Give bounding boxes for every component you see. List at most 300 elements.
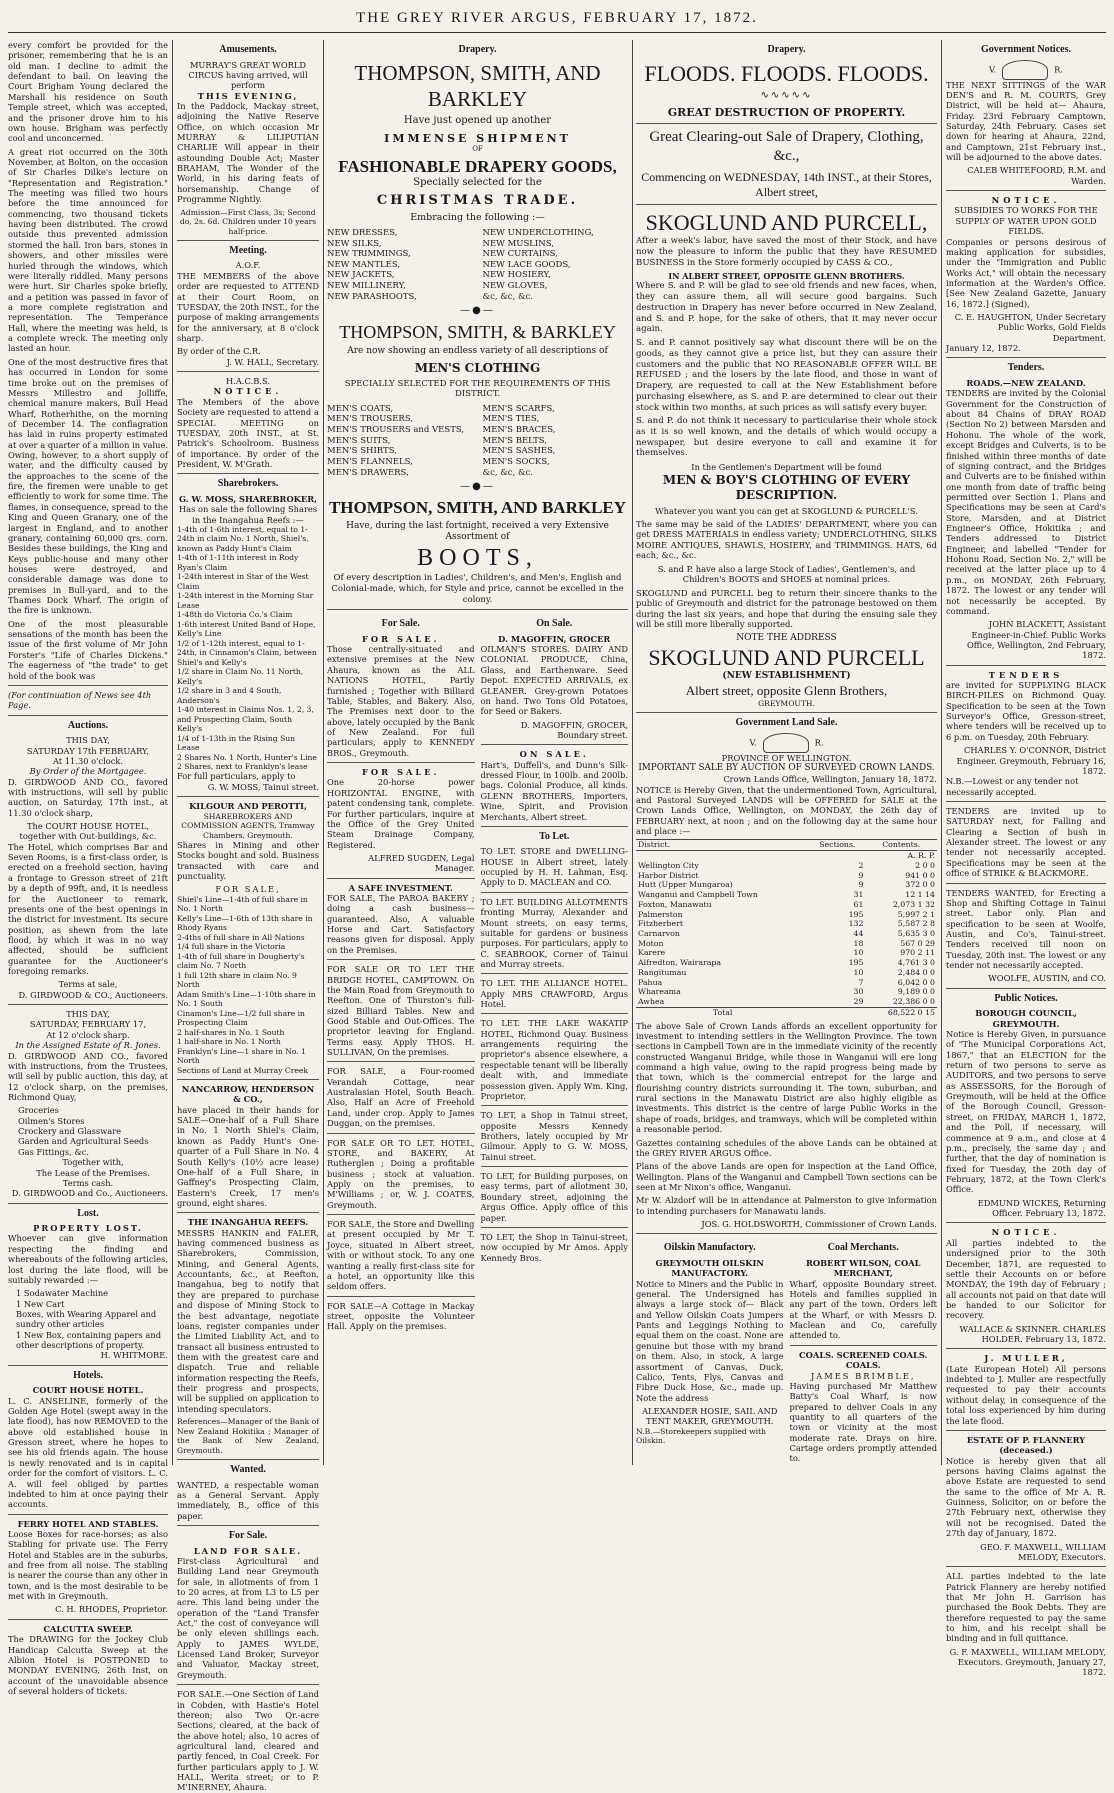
auction-date: SATURDAY 17th FEBRUARY, <box>26 745 150 756</box>
war-body: THE NEXT SITTINGS of the WAR DEN'S and R. M. COURTS, Grey District, will be held at— Ahaura, Friday. 23rd February Camptown, Saturday, 24th February. Cases set down for hearing at Ahaura, 22nd, and Camptown, 21st February inst., will be adjourned to the above dates. <box>946 79 1106 163</box>
tsb-title: THOMPSON, SMITH, AND BARKLEY <box>328 497 627 517</box>
table-total-row <box>636 1007 937 1017</box>
royal-crest-icon <box>763 733 809 753</box>
kp-items <box>177 895 319 1075</box>
gls-province: PROVINCE OF WELLINGTON. <box>721 752 852 763</box>
estate-body: ALL parties indebted to the late Patrick Flannery are hereby notified that Mr John H. Garrison has purchased the Book Debts. They are therefore requested to pay the same to him, and his receipt shall be binding and in full quittance. <box>946 1571 1106 1644</box>
list-item: 1-4th of 1-6th interest, equal to 1-24th in claim No. 1 North, Shiel's, known as Paddy Hunt's Claim <box>177 524 309 553</box>
table-row <box>636 948 937 958</box>
list-item: Kelly's Line—1-6th of 13th share in Rhody Ryans <box>177 913 313 933</box>
list-item: NEW HOSIERY, <box>482 270 551 281</box>
sweep-title: CALCUTTA SWEEP. <box>43 1623 133 1634</box>
auction-time: At 12 o'clock sharp. <box>46 1029 130 1040</box>
notice-title: NOTICE. <box>991 195 1061 206</box>
auction-terms: Terms at sale, <box>58 979 118 990</box>
district-cell: Harbor District <box>638 870 699 880</box>
auction-signature: D. GIRDWOOD & CO., Auctioneers. <box>18 989 168 1000</box>
column-divider <box>323 40 324 1465</box>
district-cell: Pahua <box>638 977 663 987</box>
table-row <box>636 929 937 939</box>
district-cell: Karere <box>638 948 666 958</box>
contents-cell: 5,587 2 8 <box>897 919 935 929</box>
aof-body: THE MEMBERS of the above order are requested to ATTEND at their Court Room, on TUESDAY, the 20th INST., for the purpose of making arrangements for the anniversary, at 8 o'clock sharp. <box>177 270 319 343</box>
tenders-body: TENDERS are invited up to SATURDAY next, for Falling and Clearing a Section of bush in Alexander street. The lowest or any tender not necessarily accepted. Specifications may be seen at the office of STRIKE & BLACKMORE. <box>946 806 1106 879</box>
flourish-ornament: —●— <box>460 481 495 493</box>
notice-signature: WALLACE & SKINNER. CHARLES HOLDER. February 13, 1872. <box>959 1323 1106 1345</box>
ad-body: TO LET. BUILDING ALLOTMENTS fronting Murray, Alexander and Mount streets, on easy terms, suitable for gardens or business purposes. For particulars, apply to C. SEABROOK, Corner of Tainui and Murray streets. <box>480 896 628 969</box>
ad-body: TO LET, the Shop in Tainui-street, now occupied by Mr Amos. Apply Kennedy Bros. <box>480 1231 628 1263</box>
gls-body: Plans of the above Lands are open for inspection at the Land Office, Wellington. Plans of the Wanganui and Campbell Town sections can be seen at Mr Nixon's office, Wanganui. <box>636 1161 937 1192</box>
list-item: 1/4 full share in the Victoria <box>177 942 286 952</box>
table-header-row <box>636 840 937 851</box>
notice-body: All parties indebted to the undersigned prior to the 30th December, 1871, are requested to settle their Accounts on or before MONDAY, the 19th day of February ; all accounts not paid on that date will be handed to our Solicitor for recovery. <box>946 1237 1106 1321</box>
land-title: LAND FOR SALE. <box>193 1545 303 1556</box>
auction-order: By Order of the Mortgagee. <box>29 766 147 777</box>
column-header: Contents. <box>865 840 937 851</box>
tsb-line: Have just opened up another <box>403 115 552 126</box>
oilskin-title: GREYMOUTH OILSKIN MANUFACTORY. <box>655 1257 764 1279</box>
tsb-line: Have, during the last fortnight, received a very Extensive Assortment of <box>346 520 609 543</box>
list-item: 2-4ths of full share in All Nations <box>177 932 305 942</box>
list-item: NEW MANTLES, <box>327 259 401 270</box>
coal-title: ROBERT WILSON, COAL MERCHANT, <box>806 1257 921 1279</box>
reefs-references: References—Manager of the Bank of New Zealand Hokitika ; Manager of the Bank of New Zealand, Greymouth. <box>177 1417 319 1455</box>
ad-body: TO LET, for Building purposes, on easy terms, part of allotment 30, Boundary street, adjoining the Argus Office. Apply office of this paper. <box>480 1171 628 1223</box>
floods-headline: FLOODS. FLOODS. FLOODS. <box>644 60 929 86</box>
list-item: MEN'S TROUSERS, <box>327 414 414 425</box>
auction-day: THIS DAY, <box>66 1009 110 1020</box>
sp-body: The same may be said of the LADIES' DEPARTMENT, where you can get DRESS MATERIALS in endless variety; UNDERCLOTHING, SILKS MOIRE ANTIQUES, SHAWLS, HOSIERY, and TRIMMINGS. HATS, 6d each, &c., &c. <box>636 518 937 561</box>
section-heading-meeting: Meeting. <box>229 244 267 256</box>
sweep-body: The DRAWING for the Jockey Club Handicap Calcutta Sweep at the Albion Hotel is POSTPONED to MONDAY EVENING, 26th Inst, on account of the unavoidable absence of several holders of tickets. <box>8 1634 168 1696</box>
list-item: NEW LACE GOODS, <box>482 259 571 270</box>
section-heading-for-sale: For Sale. <box>228 1530 268 1542</box>
column-header: District. <box>636 840 809 851</box>
district-cell: Awhea <box>638 997 665 1007</box>
tsb-mens-list <box>327 404 628 478</box>
ad-body: FOR SALE OR TO LET THE BRIDGE HOTEL, CAMPTOWN. On the Main Road from Greymouth to Reefton. One of Thurston's full-sized Billiard Tables. New and Good Stable and Out-Offices. The proprietor leaving for England. Terms easy. Apply THOS. H. SULLIVAN, On the premises. <box>327 964 475 1058</box>
contents-cell: 2,073 1 32 <box>892 899 935 909</box>
circus-body: MURRAY'S GREAT WORLD CIRCUS having arrived, will perform <box>188 59 308 91</box>
sections-cell: 195 <box>848 958 864 968</box>
section-heading-oilskin: Oilskin Manufactory. <box>663 1242 756 1254</box>
muller-title: J. MULLER, <box>984 1353 1068 1364</box>
classifieds-grid <box>636 1238 937 1466</box>
list-item: 1-4th of 1-11th interest in Rody Ryan's Claim <box>177 553 299 572</box>
list-item: 1-6th interest United Band of Hope, Kelly's Line <box>177 619 316 639</box>
auction-time: At 11.30 o'clock. <box>52 755 124 766</box>
sections-cell: 44 <box>853 928 864 938</box>
kp-body: Shares in Mining and other Stocks bought and sold. Business transacted with care and punctuality. <box>177 840 319 882</box>
list-item: MEN'S DRAWERS, <box>327 467 409 478</box>
list-item: MEN'S BRACES, <box>482 425 556 435</box>
sections-cell: 7 <box>858 977 864 987</box>
land2-body: FOR SALE.—One Section of Land in Cobden, with Hastie's Hotel thereon; also Two Qr.-acre Sections, cleared, at the back of the above hotel; also, 10 acres of agricultural land, cleared and partly fenced, in Coal Creek. For further particulars apply to J. W. HALL, Werita street; or to P. M'INERNEY, Ahaura. <box>177 1689 319 1793</box>
sp-address: IN ALBERT STREET, OPPOSITE GLENN BROTHERS. <box>668 271 905 282</box>
tenders-signature: CHARLES Y. O'CONNOR, District Engineer. Greymouth, February 16, 1872. <box>956 745 1106 776</box>
list-item: 1/2 of 1-12th interest, equal to 1-24th, in Cinnamon's Claim, between Shiel's and Kelly's <box>177 638 317 667</box>
contents-cell: 6,042 0 0 <box>897 977 935 987</box>
list-item: 2 Shares, next to Franklyn's lease <box>177 762 308 771</box>
list-item: &c, &c, &c. <box>482 467 533 478</box>
list-item: MEN'S TROUSERS and VESTS, <box>327 425 465 435</box>
clearing-headline: Great Clearing-out Sale of Drapery, Clothing, &c., <box>649 129 924 164</box>
list-item: Cinamon's Line—1/2 full share in Prospecting Claim <box>177 1008 305 1028</box>
tenders-body: TENDERS WANTED, for Erecting a Shop and Shifting Cottage in Tainui street. Labor only. Plan and specification to be seen at Woolfe, Austin, and Co's, Tainui-street. Tenders received till noon on Tuesday, 20th inst. The lowest or any tender not necessarily accepted. <box>946 887 1106 971</box>
oilskin-nb: N.B.—Storekeepers supplied with Oilskin. <box>636 1426 767 1446</box>
sp-title: SKOGLUND AND PURCELL <box>648 644 925 670</box>
list-item: NEW DRESSES, <box>327 227 398 238</box>
sections-cell: 10 <box>853 948 864 958</box>
ad-title: D. MAGOFFIN, GROCER <box>498 633 611 644</box>
contents-cell: 372 0 0 <box>905 880 935 890</box>
list-item: 2 Shares No. 1 North, Hunter's Line <box>177 752 317 762</box>
lost-body: Whoever can give information respecting the finding and whereabouts of the following articles, lost during the late flood, will be suitably rewarded :— <box>8 1233 168 1285</box>
section-heading-drapery: Drapery. <box>458 44 497 55</box>
lost-items <box>8 1288 168 1350</box>
royal-crest-icon <box>1002 60 1048 80</box>
roads-body: TENDERS are invited by the Colonial Government for the Construction of about 84 Chains of DRAY ROAD (Section No 2) between Marsden and Hohonu. The whole of the work, except Bridges and Culverts, is to be finished within three months of date of signing contract, and the Bridges and Culverts are to be finished within one month from date of traffic being permitted over Section 1. Plans and Specifications may be seen at Card's Store, Marsden, and at District Engineer's Office, Hokitika ; and Tenders addressed to District Engineer, and labelled "Tender for Hohonu Road, Section No. 2," will be received at the latter place up to 4 p.m., on MONDAY, 26th February, 1872. The lowest or any tender will not necessarily be accepted. By command. <box>946 388 1106 616</box>
list-item: 1-24th interest in the Morning Star Lease <box>177 591 314 610</box>
tenders-nb: N.B.—Lowest or any tender not necessarily accepted. <box>946 776 1079 797</box>
list-item: Together with, <box>62 1157 124 1168</box>
kp-title: KILGOUR AND PEROTTI, <box>189 801 307 812</box>
section-heading-for-sale: For Sale. <box>381 618 420 630</box>
list-item: NEW GLOVES, <box>482 281 548 291</box>
list-item: 1 New Box, containing papers and other descriptions of property. <box>16 1329 162 1351</box>
sp-note: NOTE THE ADDRESS <box>736 632 837 643</box>
roads-signature: JOHN BLACKETT, Assistant Engineer-in-Chief. Public Works Office, Wellington, 2nd February, 1872. <box>966 619 1106 661</box>
roads-title: ROADS.—NEW ZEALAND. <box>966 377 1086 388</box>
section-heading-wanted: Wanted. <box>230 1464 266 1476</box>
moss-sub: Has on sale the following Shares in the Inangahua Reefs :— <box>178 504 318 525</box>
ad-body: TO LET, a Shop in Tainui street, opposite Messrs Kennedy Brothers, lately occupied by Mr Gilmour. Apply to G. W. MOSS, Tainui street. <box>480 1110 628 1162</box>
circus-price: Admission—First Class, 3s; Second do, 2s. 6d. Children under 10 years half-price. <box>179 207 317 236</box>
muller-body: (Late European Hotel) All persons indebted to J. Muller are respectfully requested to pay their accounts without delay, in consequence of the total loss experienced by him during the late flood. <box>946 1363 1106 1426</box>
district-cell: Moton <box>638 938 664 948</box>
section-heading-government: Government Notices. <box>981 44 1071 55</box>
tsb-line: Are now showing an endless variety of all descriptions of <box>347 346 608 357</box>
ad-body: TO LET. THE ALLIANCE HOTEL. Apply MRS CRAWFORD, Argus Hotel. <box>480 978 628 1010</box>
war-signature: CALEB WHITEFOORD, R.M. and Warden. <box>967 165 1106 186</box>
auction-desc: The Hotel, which comprises Bar and Seven Rooms, is a first-class order, is erected on a freehold section, having a frontage to Gresson street of 21ft by a depth of 99ft, and, it is needless for the Auctioneer to remark, presents one of the best openings in the district for investment. Its secure position, as shewn from the late flood, by which it was in no way affected, should be sufficient guarantee for the Auctioneer's foregoing remarks. <box>8 841 168 977</box>
tenders-body: are invited for SUPPLYING BLACK BIRCH-PILES on Richmond Quay. Specification to be seen at the Town Surveyor's Office, Gresson-street, where tenders will be received up to 6 p.m. on Tuesday, 20th February. <box>946 680 1106 742</box>
destruction-headline: GREAT DESTRUCTION OF PROPERTY. <box>667 105 906 119</box>
hotel-title: COURT HOUSE HOTEL. <box>32 1385 144 1396</box>
gls-office: Crown Lands Office, Wellington, January 18, 1872. <box>723 774 937 785</box>
news-paragraph: One of the most pleasurable sensations of the month has been the issue of the first volume of Mr John Forster's "Life of Charles Dickens." The eagerness of "the trade" to get hold of the book was <box>8 618 168 681</box>
sp-line: In the Gentlemen's Department will be found <box>691 462 882 473</box>
sp-body: Where S. and P. will be glad to see old friends and new faces, when, they can assure them, all will secure good bargains. Such destruction in Drapery has never before occurred in New Zealand, and S. and P. hope, for the sake of others, that it may never occur again. <box>636 281 937 335</box>
contents-cell: 9,189 0 0 <box>897 987 935 997</box>
table-row <box>636 880 937 890</box>
coal-body: Wharf, opposite Boundary street. Hotels and families supplied in any part of the town. Orders left at the Wharf, or with Messrs D. Maclean and Co, carefully attended to. <box>789 1278 937 1341</box>
borough-title: BOROUGH COUNCIL, GREYMOUTH. <box>975 1008 1077 1029</box>
column-divider <box>941 40 942 1465</box>
sections-cell: 29 <box>853 997 864 1007</box>
sp-body: SKOGLUND and PURCELL beg to return their sincere thanks to the public of Greymouth and district for the patronage bestowed on them during the last six years, and hope that during the ensuing sale they will be still more liberally supported. <box>636 587 937 630</box>
classifieds-grid <box>327 614 628 1334</box>
moss-signature: G. W. MOSS, Tainui street. <box>207 781 319 792</box>
kp-forsale: FOR SALE, <box>215 884 281 895</box>
list-item: 1-48th do Victoria Co.'s Claim <box>177 610 293 620</box>
moss-end: For full particulars, apply to <box>177 771 296 782</box>
estate-signature: GEO. F. MAXWELL, WILLIAM MELODY, Executors. <box>980 1541 1106 1562</box>
table-row <box>636 958 937 968</box>
borough-signature: EDMUND WICKES, Returning Officer. February 13, 1872. <box>977 1197 1106 1219</box>
estate-title: ESTATE OF P. FLANNERY (deceased.) <box>966 1434 1086 1456</box>
sections-cell: 31 <box>853 890 864 900</box>
sections-cell: 61 <box>853 899 864 909</box>
list-item: NEW MUSLINS, <box>482 238 554 249</box>
flourish-ornament: ∿∿∿∿∿ <box>760 90 813 101</box>
table-row <box>636 939 937 949</box>
section-heading-public: Public Notices. <box>994 992 1058 1004</box>
tsb-line: Of every description in Ladies', Children's, and Men's, English and Colonial-made, which, for Style and price, cannot be excelled in the colony. <box>331 573 624 605</box>
ad-body: Hart's, Duffell's, and Dunn's Silk-dressed Flour, in 100lb. and 200lb. bags. Colonial Produce, all kinds. GLENN BROTHERS, Importers, Wine, Spirit, and Provision Merchants, Albert street. <box>480 759 628 822</box>
list-item: Gas Fittings, &c. <box>18 1146 90 1157</box>
sp-mens: MEN & BOY'S CLOTHING OF EVERY DESCRIPTION. <box>662 472 911 502</box>
list-item: Franklyn's Line—1 share in No. 1 North <box>177 1046 306 1066</box>
on-sale-column <box>481 614 629 1334</box>
crest-letter: V. <box>749 737 757 748</box>
subs-date: January 12, 1872. <box>946 343 1021 354</box>
list-item: 1 half-share in No. 1 North <box>177 1037 281 1047</box>
sp-line: Whatever you want you can get at SKOGLUND & PURCELL'S. <box>655 505 918 516</box>
section-heading-coal: Coal Merchants. <box>827 1242 899 1254</box>
table-row <box>636 968 937 978</box>
table-row <box>636 861 937 871</box>
list-item: MEN'S SUITS, <box>327 435 391 446</box>
ad-body: FOR SALE, the Store and Dwelling at present occupied by Mr T. Joyce, situated in Albert street, with or without stock. To any one wanting a really first-class site for a hotel, an opportunity like this seldom offers. <box>327 1219 475 1292</box>
crest-letter: R. <box>1054 64 1064 74</box>
sp-town: GREYMOUTH. <box>758 698 815 708</box>
estate-body: Notice is hereby given that all persons having Claims against the above Estate are requested to send the same to the office of Mr A. R. Guinness, Solicitor, on or before the 27th February next, otherwise they will not be recognised. Dated the 27th day of January, 1872. <box>946 1455 1106 1539</box>
table-row <box>636 997 937 1007</box>
crest-row <box>636 733 937 753</box>
ad-body: FOR SALE—A Cottage in Mackay street, opposite the Volunteer Hall. Apply on the premises. <box>327 1300 475 1332</box>
coal2-signature: JAMES BRIMBLE, <box>810 1370 916 1381</box>
gls-body: The above Sale of Crown Lands affords an excellent opportunity for investment to intending settlers in the Wellington Province. The town sections in Campbell Town are in the immediate vicinity of the recently constructed Wanganui Bridge, while those in Wanganui will ere long command a high value, owing to the rapid progress being made by that town, which is the commercial entrepot for the large and flourishing country districts surrounding it. The town, suburban, and rural sections in the Manawatu District are also highly eligible as investments. This district is the centre of large Public Works in the shape of roads, bridges, and tramways, which will be completed within a reasonable period. <box>636 1020 937 1135</box>
section-heading-land-sale: Government Land Sale. <box>735 717 838 729</box>
gls-body: Gazettes containing schedules of the above Lands can be obtained at the GREY RIVER ARGUS Office. <box>636 1137 937 1158</box>
list-item: MEN'S SHIRTS, <box>327 446 397 457</box>
list-item: Sections of Land at Murray Creek <box>177 1065 308 1075</box>
table-row <box>636 910 937 920</box>
tsb-title: THOMPSON, SMITH, AND BARKLEY <box>354 60 601 111</box>
contents-cell: 5,635 3 0 <box>897 928 935 938</box>
district-cell: Carnarvon <box>638 928 680 938</box>
contents-cell: 4,761 3 0 <box>897 958 935 968</box>
hotel-body: Loose Boxes for race-horses; as also Stabling for private use. The Ferry Hotel and Stables are in the suburbs, and free from all noise. The stabling is nearer the course than any other in town, and is the most desirable to be met with in Greymouth. <box>8 1528 168 1602</box>
list-item: 1/2 share in Claim No. 11 North, Kelly's <box>177 667 304 686</box>
column-4 <box>636 40 937 1465</box>
list-item: 2 half-shares in No. 1 South <box>177 1027 285 1037</box>
sp-title: SKOGLUND AND PURCELL, <box>645 209 928 235</box>
oilskin-column <box>636 1238 784 1466</box>
column-5 <box>946 40 1106 1678</box>
ad-title: A SAFE INVESTMENT. <box>348 882 453 893</box>
sp-body: S. and P. cannot positively say what discount there will be on the goods, as they cannot give a price list, but they can assure their customers and the public that NO REASONABLE OFFER WILL BE REFUSED ; and the losers by the late flood, and those in want of Drapery, are requested to call at the New Establishment before purchasing elsewhere, as S. and P. are determined to clear out their stock within two months, at such prices as will satisfy every buyer. <box>636 338 937 413</box>
district-cell: Hutt (Upper Mungaroa) <box>638 880 733 890</box>
sp-address: Albert street, opposite Glenn Brothers, <box>685 682 888 698</box>
moss-items <box>177 525 319 772</box>
district-cell: Rangitumau <box>638 967 687 977</box>
auction-order: In the Assigned Estate of R. Jones. <box>15 1040 161 1051</box>
column-divider <box>632 40 633 1465</box>
list-item: NEW TRIMMINGS, <box>327 249 411 260</box>
auction-body: D. GIRDWOOD AND CO., favored with instructions, will sell by public auction, on Saturday, 17th inst., at 11.30 o'clock sharp, <box>8 776 168 818</box>
masthead: THE GREY RIVER ARGUS, FEBRUARY 17, 1872. <box>356 10 758 26</box>
auction-items <box>8 1105 168 1178</box>
section-heading-amusements: Amusements. <box>219 44 277 55</box>
coal-column <box>790 1238 938 1466</box>
section-heading-lost: Lost. <box>77 1207 99 1219</box>
list-item: 1 New Cart <box>16 1298 65 1309</box>
hacbs-body: The Members of the above Society are requested to attend a SPECIAL MEETING on TUESDAY, 20th INST., at St. Patrick's Schoolroom. Business of importance. By order of the President, W. M'Grath. <box>177 396 319 469</box>
list-item: MEN'S SCARFS, <box>482 403 555 414</box>
column-1 <box>8 40 168 1696</box>
district-cell: Foxton, Manawatu <box>638 899 712 909</box>
sections-cell: 30 <box>853 987 864 997</box>
tsb-goods-list <box>327 228 628 302</box>
contents-cell: 5,997 2 1 <box>897 909 935 919</box>
borough-body: Notice is Hereby Given, in pursuance of "The Municipal Corporations Act, 1867," that an ELECTION for the return of two persons to serve as AUDITORS, and two persons to serve as ASSESSORS, for the Borough of Greymouth, will be held at the Office of the Borough Council, Gresson-street, on FRIDAY, MARCH 1, 1872, and the Poll, if necessary, will commence at 9 a.m., and close at 4 p.m., precisely, the same day ; and further, that the day of nomination is fixed for Tuesday, the 20th day of February, 1872, at the Town Clerk's Office. <box>946 1028 1106 1195</box>
crest-letter: R. <box>814 737 824 748</box>
tsb-line: Embracing the following :— <box>410 212 545 223</box>
gls-title: IMPORTANT SALE BY AUCTION OF SURVEYED CROWN LANDS. <box>638 763 935 774</box>
ad-title: ON SALE. <box>519 749 589 760</box>
contents-cell: 22,386 0 0 <box>892 997 935 1007</box>
units-cell: A. R. P. <box>907 851 935 861</box>
masthead-rule <box>8 32 1106 33</box>
tsb-shipment: IMMENSE SHIPMENT <box>384 131 571 145</box>
news-paragraph: One of the most destructive fires that has occurred in London for some time broke out on the premises of Messrs Millestro and Jolliffe, chemical manure makers, Bull Head Wharf, Rotherhithe, on the morning of December 14. The conflagration has laid in ruins property estimated at over a quarter of a million in value. Owing, however, to a short supply of water, and the difficulty caused by the approaches to the scene of the fire, the firemen were unable to get efficiently to work for some time. The flames, in consequence, spread to the King and Queen Granary, one of the largest in England, and to another granary, containing 60,000 qrs. corn. Besides these buildings, the King and Keys public-house and many other houses were destroyed, and considerable damage was done to premises in Bull-yard, and to the Thames Dock Wharf. The origin of the fire is unknown. <box>8 356 168 616</box>
contents-cell: 941 0 0 <box>905 870 935 880</box>
district-cell: Wellington City <box>638 860 699 870</box>
subs-signature: C. E. HAUGHTON, Under Secretary Public Works, Gold Fields Department. <box>954 312 1106 343</box>
moss-title: G. W. MOSS, SHAREBROKER, <box>178 493 317 504</box>
list-item: 1 Sodawater Machine <box>16 1288 109 1299</box>
ad-body: TO LET. STORE and DWELLING-HOUSE in Albert street, lately occupied by H. H. Lahman, Esq. Apply to D. MACLEAN and CO. <box>480 846 628 888</box>
list-item: MEN'S COATS, <box>327 403 394 414</box>
sp-new: (NEW ESTABLISHMENT) <box>722 671 851 682</box>
coal2-title: COALS. SCREENED COALS. COALS. <box>799 1349 928 1371</box>
commencing-line: Commencing on WEDNESDAY, 14th INST., at their Stores, Albert street, <box>641 169 932 199</box>
auction-day: THIS DAY, <box>66 735 110 746</box>
notice-title: NOTICE. <box>213 386 283 397</box>
tsb-fashionable: FASHIONABLE DRAPERY GOODS, <box>338 157 617 176</box>
district-cell: Whareama <box>638 987 681 997</box>
sections-cell: 195 <box>848 909 864 919</box>
contents-cell: 567 0 29 <box>900 938 935 948</box>
list-item: 1-24th interest in Star of the West Claim <box>177 572 309 591</box>
district-cell: Palmerston <box>638 909 683 919</box>
total-label: Total <box>636 1007 809 1017</box>
list-item: Garden and Agricultural Seeds <box>18 1136 149 1147</box>
ad-signature: D. MAGOFFIN, GROCER, Boundary street. <box>520 719 628 740</box>
circus-detail: In the Paddock, Mackay street, adjoining the Native Reserve Office, on which occasion Mr MURRAY & LILIPUTIAN CHARLIE Will appear in their astounding Double Act; Master BRAHAM, The Wonder of the World, in his daring feats of horsemanship. Change of Programme Nightly. <box>177 100 319 205</box>
list-item: NEW PARASHOOTS, <box>327 291 417 302</box>
table-row <box>636 900 937 910</box>
list-item: MEN'S BELTS, <box>482 435 548 446</box>
hacbs-title: H.A.C.B.S. <box>226 376 270 387</box>
nh-body: have placed in their hands for SALE—One-half of a Full Share in No. 1 North Shiel's Claim, known as Paddy Hunt's One-quarter of a Full Share in No. 4 South Kelly's (10½ acre lease) One-half of a Full Share, in Gaffney's Prospecting Claim, Eastern's Creek, 17 men's ground, eight shares. <box>177 1104 319 1208</box>
ad-body: OILMAN'S STORES. DAIRY AND COLONIAL PRODUCE, China, Glass, and Earthenware. Seed Depot. EXPECTED ARRIVALS, ex GLEANER. Grey-grown Potatoes on hand. Two Tons Old Potatoes, for Seed or Bakers. <box>480 644 628 717</box>
auction-property: The COURT HOUSE HOTEL, together with Out-buildings, &c. <box>19 821 157 842</box>
list-item: The Lease of the Premises. <box>36 1167 150 1178</box>
section-heading-on-sale: On Sale. <box>536 618 573 630</box>
for-sale-column <box>327 614 475 1334</box>
list-item: NEW CURTAINS, <box>482 249 558 260</box>
ad-body: One 20-horse power HORIZONTAL ENGINE, with patent condensing tank, complete. For further particulars, inquire at the Office of the Grey United Steam Drainage Company, Registered. <box>327 777 475 850</box>
list-item: &c, &c, &c. <box>482 291 533 302</box>
list-item: 1 full 12th share in claim No. 9 North <box>177 970 297 990</box>
list-item: MEN'S SOCKS, <box>482 456 550 467</box>
auction-body: D. GIRDWOOD AND CO., favored with instructions, from the Trustees, will sell by public auction, this day, at 12 o'clock sharp, on the premises, Richmond Quay, <box>8 1050 168 1102</box>
column-divider <box>172 40 173 1465</box>
aof-signature: J. W. HALL, Secretary. <box>226 356 319 367</box>
hotel-title: FERRY HOTEL AND STABLES. <box>17 1518 159 1529</box>
list-item: MEN'S TIES, <box>482 414 540 425</box>
subs-title: SUBSIDIES TO WORKS FOR THE SUPPLY OF WATER UPON GOLD FIELDS. <box>954 205 1098 237</box>
column-3 <box>327 40 628 1465</box>
subs-body: Companies or persons desirous of making application for subsidies, under the "Immigration and Public Works Act," will obtain the necessary information at the Warden's Office. [See New Zealand Gazette, January 16, 1872.] (Signed), <box>946 236 1106 309</box>
tsb-boots: BOOTS, <box>417 545 538 572</box>
list-item: 1/2 share in 3 and 4 South, Anderson's <box>177 686 282 705</box>
list-item: Oilmen's Stores <box>18 1115 85 1126</box>
sections-cell: 132 <box>848 919 864 929</box>
list-item: 1-4th of full share in Dougherty's claim No. 7 North <box>177 951 305 971</box>
oilskin-body: Notice to Miners and the Public in general. The Undersigned has always a large stock of— Black and Yellow Oilskin Coats Jumpers Pants and Leggings Nothing to equal them on the coast. None are genuine but those with my brand on them. Also, in stock, A large assortment of Canvas, Duck, Calico, Tents, Flys, Canvas and Fibre Duck Hose, &c., made up. Note the address <box>636 1278 784 1403</box>
lost-signature: H. WHITMORE. <box>100 1350 168 1361</box>
aof-order: By order of the C.R. <box>177 346 261 357</box>
total-value: 68,522 0 15 <box>865 1007 937 1017</box>
list-item: NEW UNDERCLOTHING, <box>482 227 594 238</box>
gls-notice: NOTICE is Hereby Given, that the undermentioned Town, Agricultural, and Pastoral Surveyed LANDS will be OFFERED for SALE at the Crown Lands Office, Wellington, on MONDAY, the 26th day of FEBRUARY next, at noon ; and on the following day at the same hour and place :— <box>636 784 937 837</box>
kp-sub: SHAREBROKERS AND COMMISSION AGENTS, Tramway Chambers, Greymouth. <box>181 811 315 840</box>
auction-terms: Terms cash. <box>62 1177 114 1188</box>
section-heading-drapery: Drapery. <box>767 44 806 55</box>
land-sale-table <box>636 839 937 1017</box>
gls-signature: JOS. G. HOLDSWORTH, Commissioner of Crown Lands. <box>701 1219 937 1230</box>
ad-body: FOR SALE, a Four-roomed Verandah Cottage, near Australasian Hotel, South Beach. Also, Half an Acre of Freehold Land, under crop. Apply to James Duggan, on the premises. <box>327 1066 475 1129</box>
tsb-line: SPECIALLY SELECTED FOR THE REQUIREMENTS OF THIS DISTRICT. <box>344 378 611 400</box>
list-item: NEW MILLINERY, <box>327 281 406 291</box>
crest-letter: V. <box>988 64 997 74</box>
list-item: NEW JACKETS, <box>327 270 395 281</box>
tsb-line: OF <box>472 145 483 154</box>
column-2 <box>177 40 319 1793</box>
tsb-christmas: CHRISTMAS TRADE. <box>376 192 579 208</box>
tenders-title: TENDERS <box>988 669 1064 680</box>
news-paragraph: every comfort be provided for the prisoner, remembering that he is an old man. I decline to admit the defendant to bail. On leaving the Court Brigham Young declared the Marshall his residence on South Temple street, which was accepted, and the prisoner drove him to his own house. Brigham was perfectly cool and unconcerned. <box>8 40 168 144</box>
table-row <box>636 919 937 929</box>
list-item: Crockery and Glassware <box>18 1126 122 1137</box>
list-item: NEW SILKS, <box>327 238 382 249</box>
sp-body: S. and P. do not think it necessary to particularise their whole stock as it is so well known, and the details of which would occupy a newspaper, but desire everyone to call and examine it for themselves. <box>636 416 937 459</box>
contents-cell: 970 2 11 <box>900 948 935 958</box>
hotel-signature: C. H. RHODES, Proprietor. <box>55 1604 168 1615</box>
circus-evening: THIS EVENING, <box>197 90 299 101</box>
sections-cell: 10 <box>853 967 864 977</box>
sections-cell: 18 <box>853 938 864 948</box>
section-heading-hotels: Hotels. <box>73 1369 103 1381</box>
oilskin-signature: ALEXANDER HOSIE, SAIL AND TENT MAKER, GREYMOUTH. <box>642 1405 778 1427</box>
ad-body: FOR SALE OR TO LET. HOTEL, STORE, and BAKERY, At Rutherglen ; Doing a profitable business ; stock at valuation. Apply on the premises, to M'Williams ; or, W. J. COATES, Greymouth. <box>327 1137 475 1210</box>
tsb-line: Specially selected for the <box>413 177 542 189</box>
table-row <box>636 978 937 988</box>
